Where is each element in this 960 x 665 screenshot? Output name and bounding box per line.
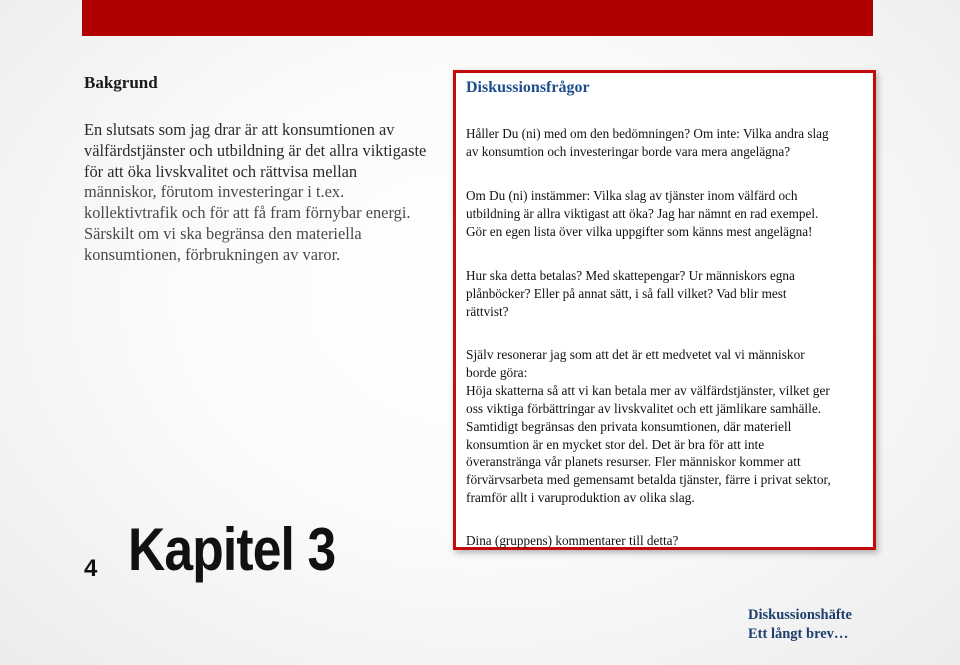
reflection-line: borde göra: xyxy=(466,364,528,380)
reflection-line: oss viktiga förbättringar av livskvalitet och ett jämlikare samhälle. xyxy=(466,400,822,416)
background-line: En slutsats som jag drar är att konsumtionen av xyxy=(84,120,395,139)
comment-prompt: Dina (gruppens) kommentarer till detta? xyxy=(466,533,679,548)
discussion-title: Diskussionsfrågor xyxy=(466,79,590,96)
question-line: Hur ska detta betalas? Med skattepengar? Ur människors egna xyxy=(466,268,795,283)
reflection-line: överanstränga vår planets resurser. Fler människor kommer att xyxy=(466,454,801,470)
background-line: Särskilt om vi ska begränsa den materiella xyxy=(84,223,362,243)
page-number: 4 xyxy=(84,555,98,582)
chapter-title: Kapitel 3 xyxy=(128,516,336,583)
reflection-line: förvärvsarbeta med gemensamt betalda tjänster, färre i privat sektor, xyxy=(466,472,831,488)
question-line: utbildning är allra viktigast att öka? Jag har nämnt en rad exempel. xyxy=(466,206,819,222)
question-line: av konsumtion och investeringar borde vara mera angelägna? xyxy=(466,144,791,160)
question-line: rättvist? xyxy=(466,304,509,320)
discussion-question-payment xyxy=(466,267,866,322)
background-line: för att öka livskvalitet och rättvisa mellan xyxy=(84,161,358,181)
reflection-line: Höja skatterna så att vi kan betala mer av välfärdstjänster, vilket ger xyxy=(466,382,830,398)
footer xyxy=(748,606,852,644)
background-text xyxy=(84,120,452,266)
reflection-line: Själv resonerar jag som att det är ett medvetet val vi människor xyxy=(466,347,805,362)
discussion-question-agree xyxy=(466,125,866,161)
background-line: människor, förutom investeringar i t.ex. xyxy=(84,182,345,202)
reflection-line: framför allt i varuproduktion av olika slag. xyxy=(466,490,695,506)
discussion-question-services xyxy=(466,187,866,242)
author-reflection xyxy=(466,346,866,507)
question-line: Håller Du (ni) med om den bedömningen? Om inte: Vilka andra slag xyxy=(466,126,829,141)
reflection-line: konsumtion är en mycket stor del. Det är bra för att inte xyxy=(466,436,765,452)
background-line: välfärdstjänster och utbildning är det allra viktigaste xyxy=(84,140,427,160)
reflection-line: Samtidigt begränsas den privata konsumtionen, där materiell xyxy=(466,418,792,434)
discussion-box xyxy=(453,70,876,550)
question-line: Om Du (ni) instämmer: Vilka slag av tjänster inom välfärd och xyxy=(466,188,798,203)
background-line: konsumtionen, förbrukningen av varor. xyxy=(84,244,341,264)
footer-subtitle: Ett långt brev… xyxy=(748,626,849,642)
top-accent-bar xyxy=(82,0,873,36)
question-line: plånböcker? Eller på annat sätt, i så fall vilket? Vad blir mest xyxy=(466,286,787,302)
question-line: Gör en egen lista över vilka uppgifter som känns mest angelägna! xyxy=(466,224,813,240)
footer-title: Diskussionshäfte xyxy=(748,607,852,623)
background-line: kollektivtrafik och för att få fram förnybar energi. xyxy=(84,203,411,223)
background-heading: Bakgrund xyxy=(84,73,158,92)
